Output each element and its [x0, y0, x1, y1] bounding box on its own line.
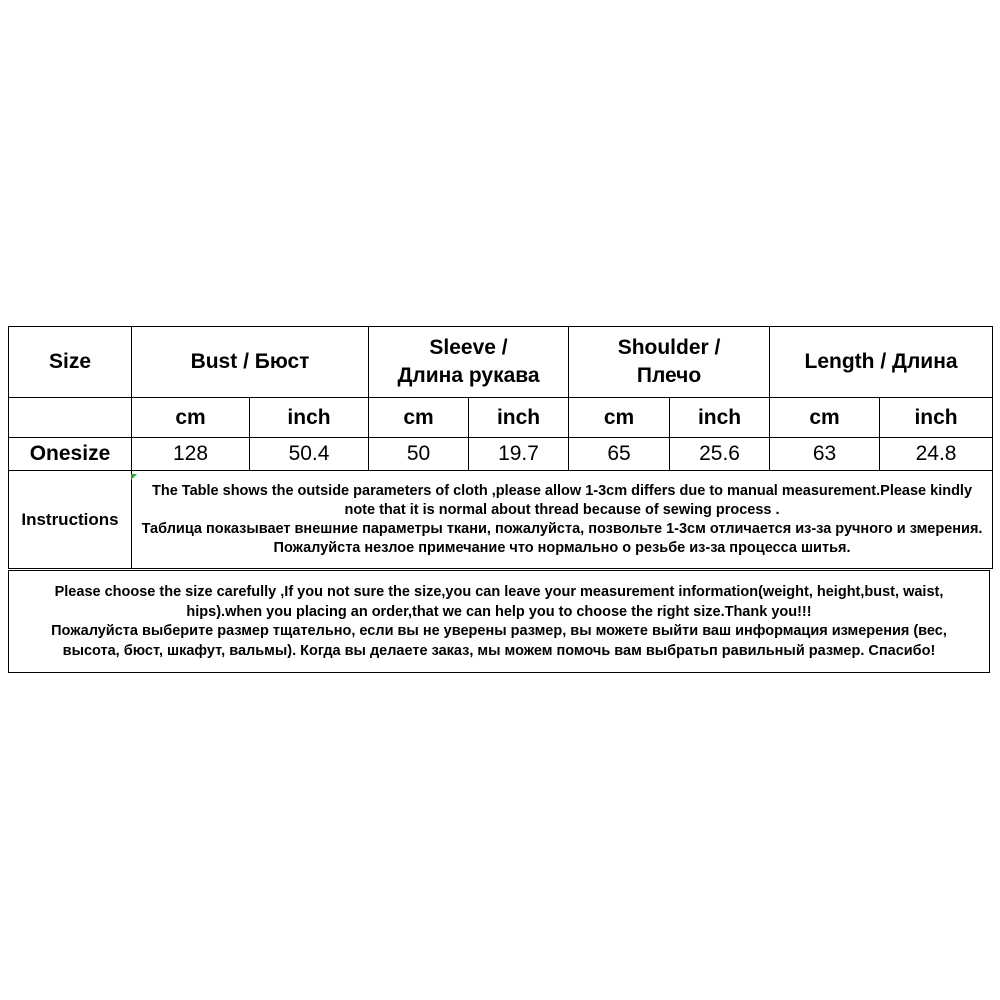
instructions-text-ru: Таблица показывает внешние параметры ткани, пожалуйста, позвольте 1-3см отличается из-за ручного и змерения. Пожалуйста незлое примечание что нормально о резьбе из-за процесса шитья. — [141, 520, 983, 556]
sleeve-header-line1: Sleeve / — [429, 336, 508, 359]
shoulder-header-line2: Плечо — [636, 364, 702, 387]
table-row — [9, 438, 993, 471]
length-header: Length / Длина — [770, 327, 993, 398]
notice-ru-line1: Пожалуйста выберите размер тщательно, если вы не уверены размер, вы можете выйти ваш информация измерения (вес, — [51, 623, 947, 639]
size-chart-table — [8, 326, 993, 569]
size-notice-box — [8, 570, 990, 673]
bust-header: Bust / Бюст — [132, 327, 369, 398]
value-cell: 128 — [132, 438, 250, 471]
unit-cell: inch — [469, 398, 569, 438]
instructions-label: Instructions — [9, 471, 132, 569]
instructions-text — [132, 471, 993, 569]
instructions-row — [9, 471, 993, 569]
instructions-text-en: The Table shows the outside parameters of cloth ,please allow 1-3cm differs due to manual measurement.Please kindly note that it is normal about thread because of sewing process . — [152, 482, 973, 518]
value-cell: 50 — [369, 438, 469, 471]
value-cell: 63 — [770, 438, 880, 471]
notice-en-line1: Please choose the size carefully ,If you not sure the size,you can leave your measurement information(weight, height,bust, waist, — [54, 584, 944, 600]
header-row — [9, 327, 993, 398]
unit-cell: inch — [250, 398, 369, 438]
notice-en-line2: hips).when you placing an order,that we can help you to choose the right size.Thank you!!! — [186, 603, 812, 620]
value-cell: 19.7 — [469, 438, 569, 471]
unit-cell: cm — [132, 398, 250, 438]
unit-cell: cm — [369, 398, 469, 438]
notice-ru-line2: высота, бюст, шкафут, вальмы). Когда вы делаете заказ, мы можем помочь вам выбратьп равильный размер. Спасибо! — [62, 642, 936, 659]
cell-marker-icon — [131, 474, 137, 480]
value-cell: 24.8 — [880, 438, 993, 471]
size-header: Size — [9, 327, 132, 398]
shoulder-header — [569, 327, 770, 398]
unit-cell: cm — [770, 398, 880, 438]
unit-cell: inch — [880, 398, 993, 438]
units-row-empty-cell — [9, 398, 132, 438]
unit-cell: inch — [670, 398, 770, 438]
sleeve-header-line2: Длина рукава — [397, 364, 540, 387]
unit-cell: cm — [569, 398, 670, 438]
value-cell: 50.4 — [250, 438, 369, 471]
units-row — [9, 398, 993, 438]
shoulder-header-line1: Shoulder / — [617, 336, 721, 359]
sleeve-header — [369, 327, 569, 398]
value-cell: 65 — [569, 438, 670, 471]
size-label-cell: Onesize — [9, 438, 132, 471]
value-cell: 25.6 — [670, 438, 770, 471]
